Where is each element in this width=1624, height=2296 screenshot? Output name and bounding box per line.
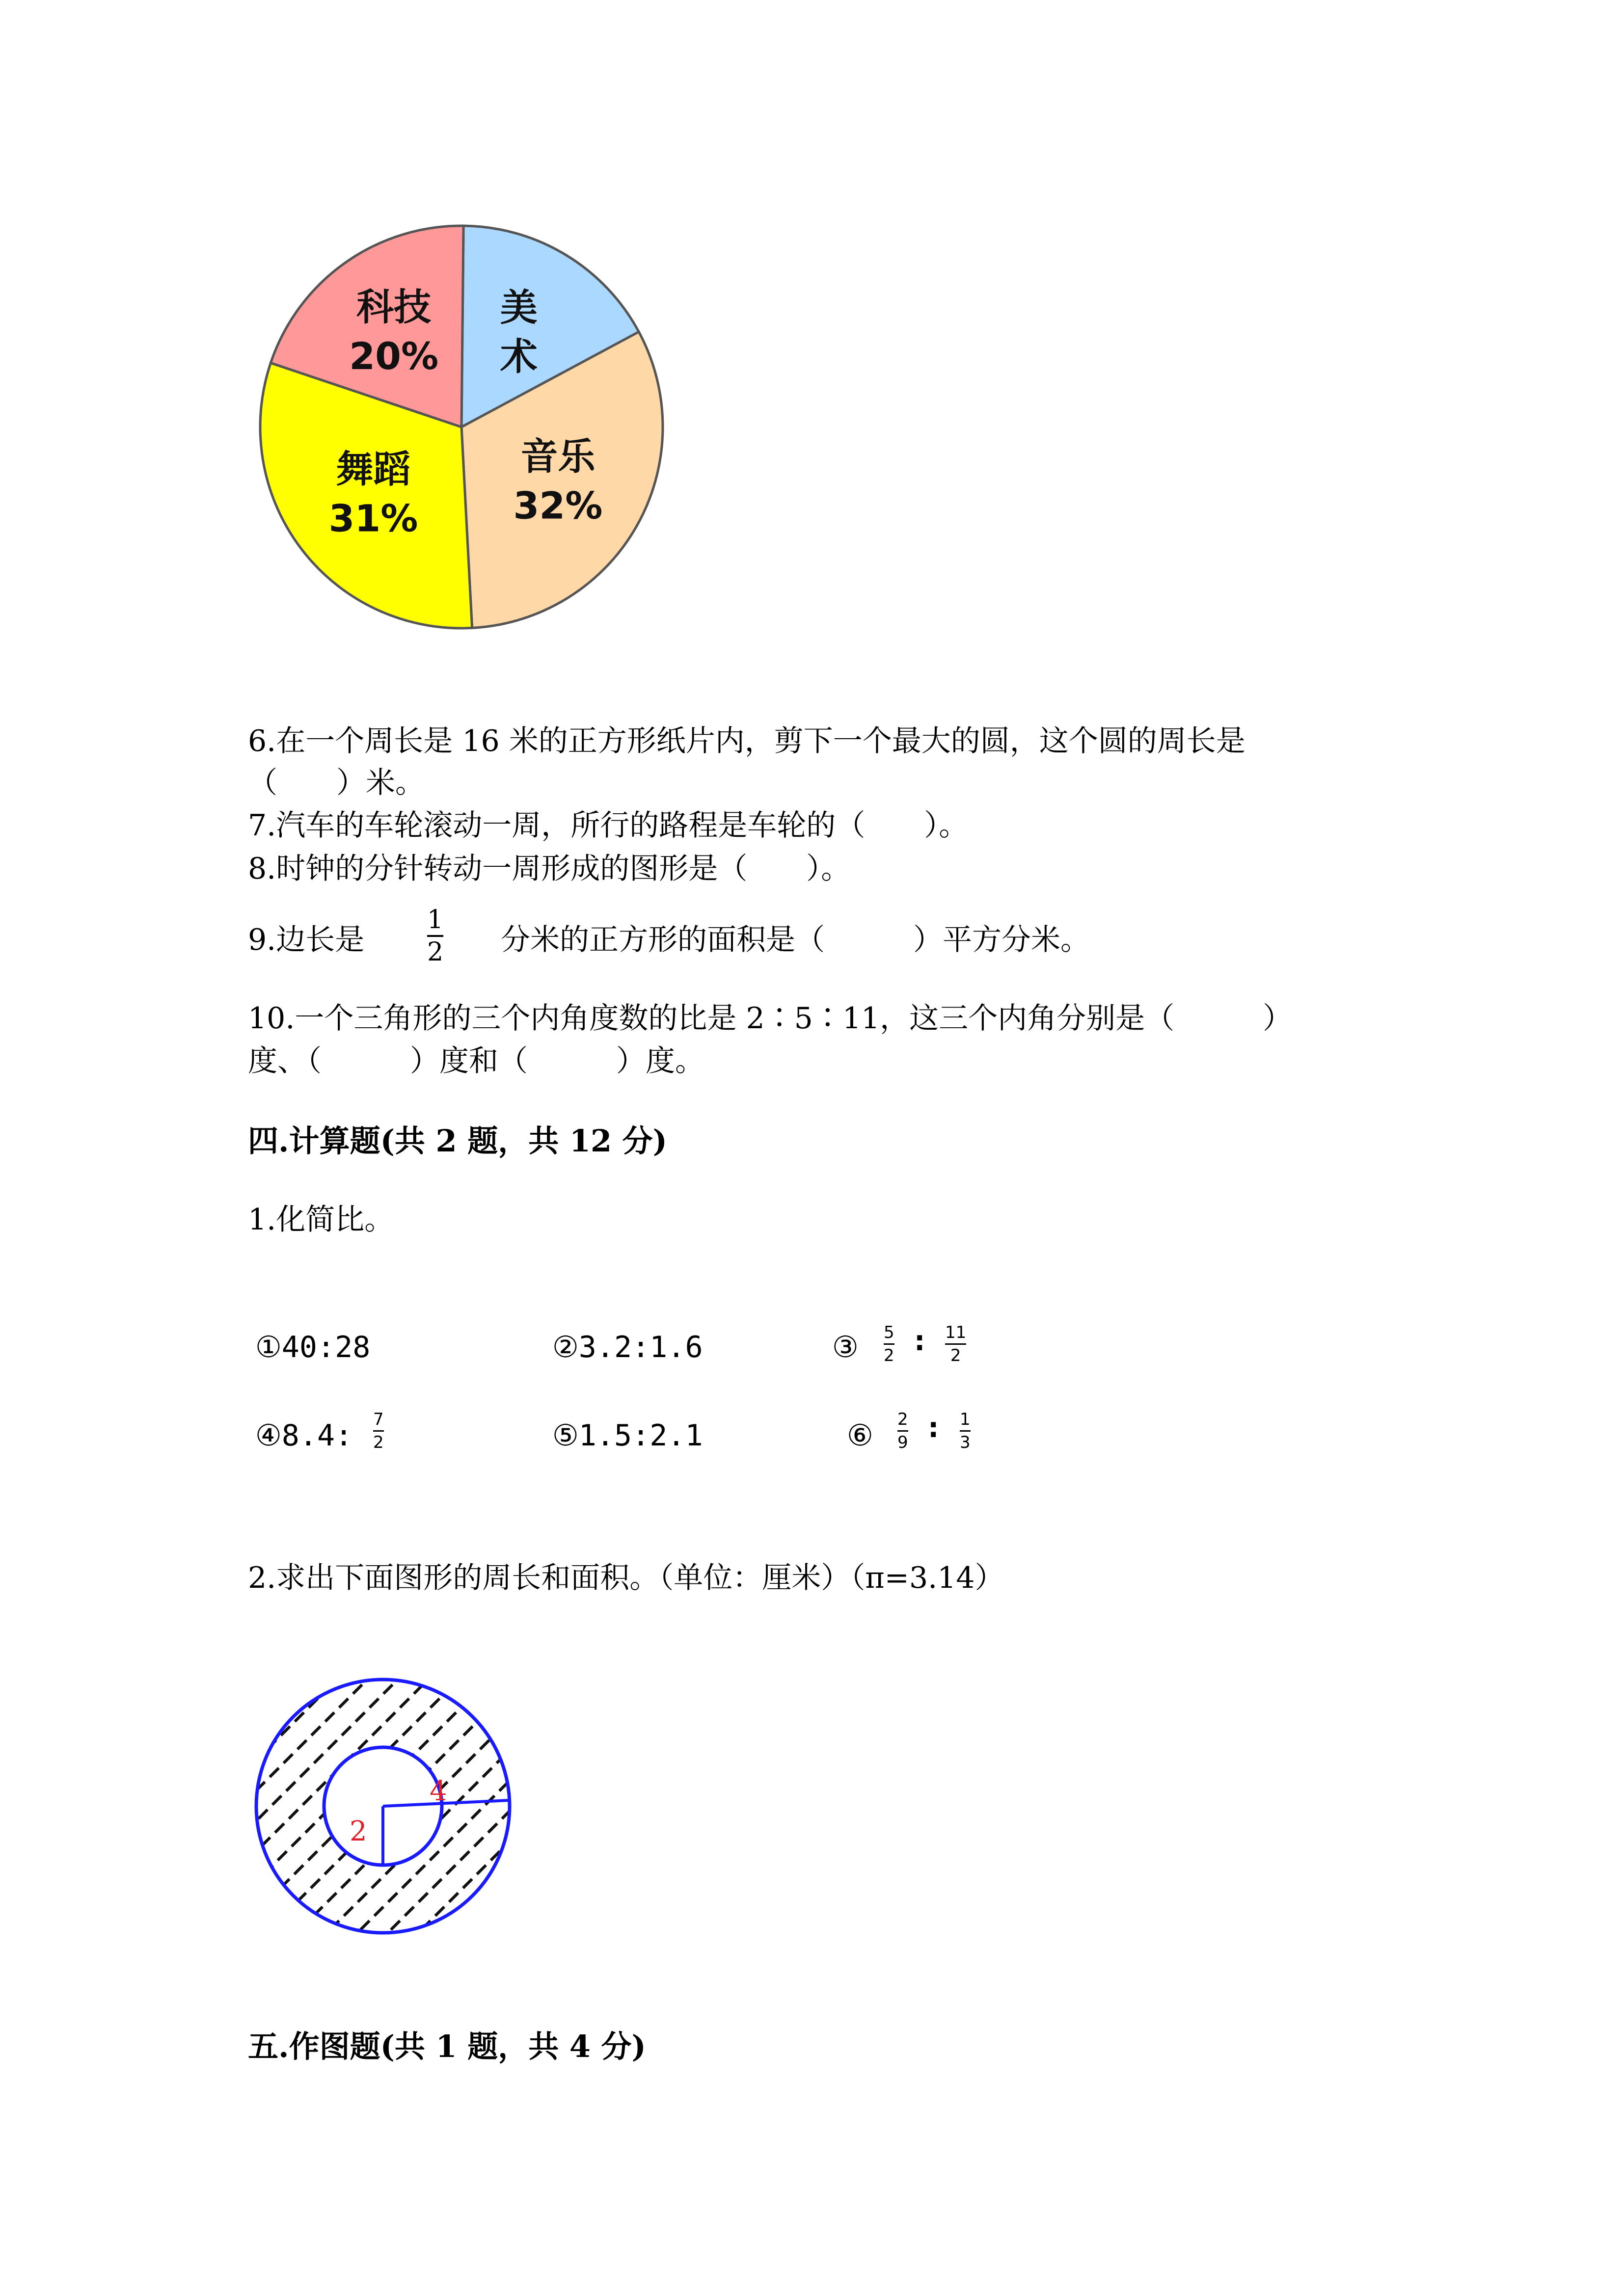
question-10-line-1: 10.一个三角形的三个内角度数的比是 2∶5∶11，这三个内角分别是（ ）: [248, 1001, 1293, 1036]
fraction-denominator: 3: [960, 1433, 971, 1452]
fraction-numerator: 7: [373, 1410, 384, 1429]
fraction-denominator: 2: [884, 1346, 894, 1365]
hatch-line: [245, 1669, 287, 1944]
ratio-item-6-fraction-a: [897, 1410, 908, 1452]
hatch-line: [245, 1669, 378, 1944]
fraction-bar: [960, 1430, 971, 1432]
question-6-line-1: 6.在一个周长是 16 米的正方形纸片内，剪下一个最大的圆，这个圆的周长是: [248, 724, 1245, 758]
question-10-line-2: 度、（ ）度和（ ）度。: [248, 1044, 704, 1078]
fraction-denominator: 2: [373, 1433, 384, 1452]
ratio-item-5: ⑤1.5:2.1: [552, 1418, 703, 1453]
section-5-heading: 五.作图题(共 1 题，共 4 分): [248, 2029, 646, 2064]
fraction-numerator: 1: [960, 1410, 971, 1429]
question-9-prefix: 9.边长是: [248, 923, 365, 957]
ratio-item-6-fraction-b: [960, 1410, 971, 1452]
outer-radius-label: 4: [430, 1775, 447, 1807]
calc-problem-2-title: 2.求出下面图形的周长和面积。（单位：厘米）（π=3.14）: [248, 1561, 1004, 1595]
fraction-denominator: 9: [897, 1433, 908, 1452]
question-6-line-2: （ ）米。: [248, 766, 425, 800]
pie-label-舞蹈: 舞蹈 31%: [328, 447, 418, 540]
fraction-bar: [945, 1343, 966, 1345]
fraction-bar: [897, 1430, 908, 1432]
ratio-item-3-prefix: ③: [832, 1330, 859, 1364]
question-9-suffix: 分米的正方形的面积是（ ）平方分米。: [501, 923, 1090, 957]
pie-label-音乐: 音乐 32%: [513, 434, 603, 528]
hatch-line: [245, 1669, 348, 1944]
ratio-item-6-prefix: ⑥: [847, 1418, 873, 1453]
fraction-numerator: 2: [897, 1410, 908, 1429]
ratio-item-3-fraction-b: [945, 1323, 966, 1365]
pie-chart: [245, 211, 677, 643]
pie-label-美术: 美术: [500, 286, 538, 379]
ratio-item-4: ④8.4:: [255, 1418, 353, 1453]
fraction-bar: [884, 1343, 894, 1345]
question-9-fraction: [427, 905, 443, 967]
ratio-item-3-fraction-a: [884, 1323, 894, 1365]
question-7: 7.汽车的车轮滚动一周，所行的路程是车轮的（ ）。: [248, 808, 969, 843]
pie-label-科技: 科技 20%: [349, 285, 439, 378]
fraction-numerator: 11: [945, 1323, 967, 1342]
ratio-item-1: ①40:28: [255, 1330, 371, 1364]
calc-problem-1-title: 1.化简比。: [248, 1202, 394, 1237]
hatch-line: [245, 1669, 500, 1944]
fraction-numerator: 1: [427, 905, 444, 934]
section-4-heading: 四.计算题(共 2 题，共 12 分): [248, 1123, 668, 1159]
ratio-colon: :: [914, 1325, 925, 1357]
hatch-line: [468, 1669, 520, 1944]
fraction-bar: [373, 1430, 384, 1432]
inner-radius-label: 2: [350, 1815, 367, 1847]
fraction-denominator: 2: [427, 937, 444, 967]
ratio-colon: :: [928, 1412, 939, 1444]
ratio-item-2: ②3.2:1.6: [552, 1330, 703, 1364]
question-8: 8.时钟的分针转动一周形成的图形是（ ）。: [248, 852, 851, 886]
fraction-numerator: 5: [884, 1323, 894, 1342]
fraction-denominator: 2: [950, 1346, 961, 1365]
ratio-item-4-fraction: [373, 1410, 384, 1452]
annulus-figure: [245, 1669, 520, 1944]
hatch-line: [316, 1669, 520, 1944]
